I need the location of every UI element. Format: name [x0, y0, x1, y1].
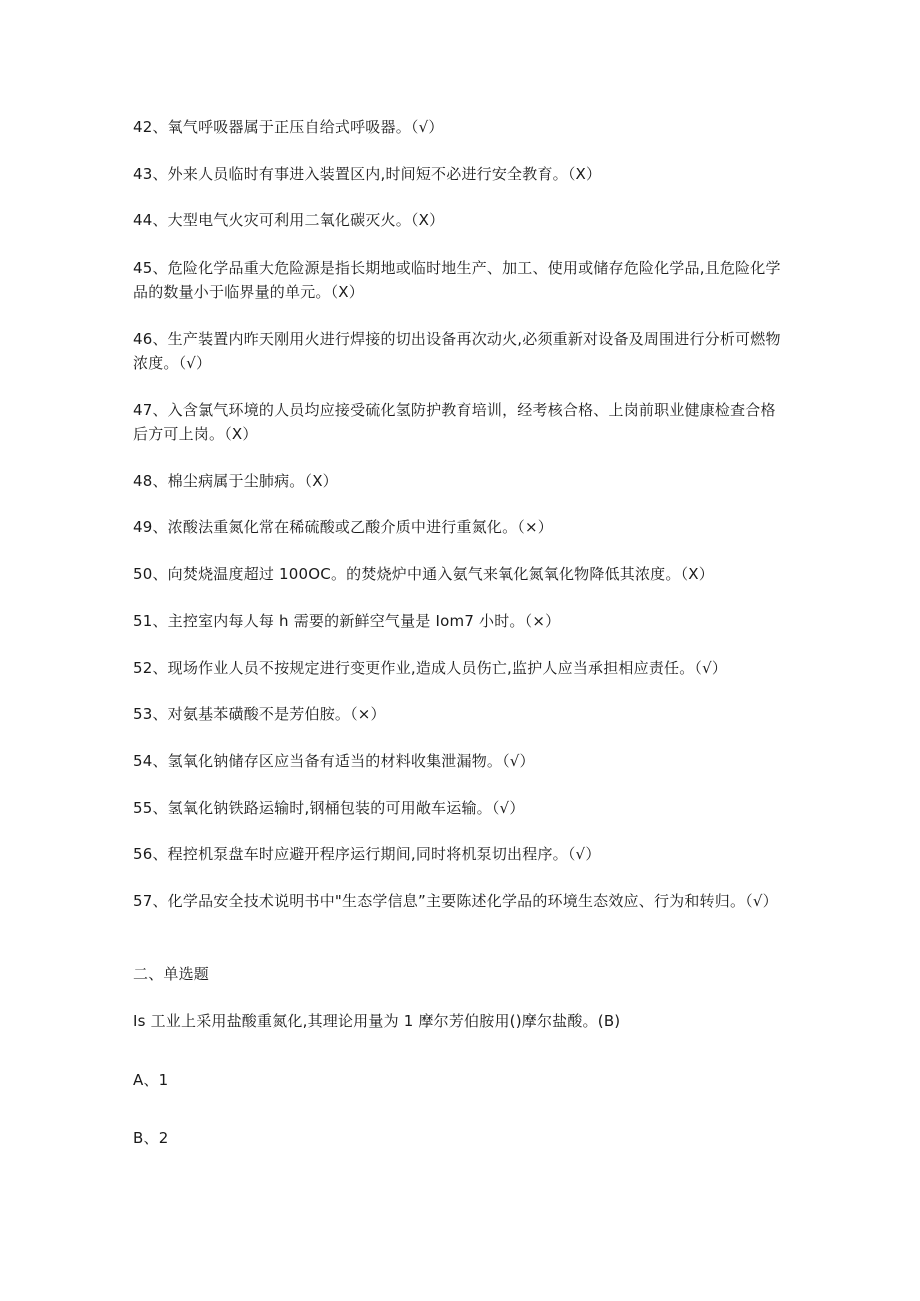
item-49: 49、浓酸法重氮化常在稀硫酸或乙酸介质中进行重氮化。（×）	[133, 518, 553, 536]
option-b: B、2	[133, 1129, 169, 1147]
option-a: A、1	[133, 1071, 169, 1089]
item-45: 45、危险化学品重大危险源是指长期地或临时地生产、加工、使用或储存危险化学品,且危险化学品的数量小于临界量的单元。（X）	[133, 259, 781, 301]
item-54: 54、氢氧化钠储存区应当备有适当的材料收集泄漏物。（√）	[133, 752, 535, 770]
item-50: 50、向焚烧温度超过 100OC。的焚烧炉中通入氨气来氧化氮氧化物降低其浓度。（X）	[133, 565, 714, 583]
item-55: 55、氢氧化钠铁路运输时,钢桶包装的可用敞车运输。（√）	[133, 799, 525, 817]
question-1: Is 工业上采用盐酸重氮化,其理论用量为 1 摩尔芳伯胺用()摩尔盐酸。(B)	[133, 1012, 621, 1030]
item-52: 52、现场作业人员不按规定进行变更作业,造成人员伤亡,监护人应当承担相应责任。（√）	[133, 659, 728, 677]
item-56: 56、程控机泵盘车时应避开程序运行期间,同时将机泵切出程序。（√）	[133, 845, 601, 863]
item-43: 43、外来人员临时有事进入装置区内,时间短不必进行安全教育。（X）	[133, 165, 602, 183]
item-48: 48、棉尘病属于尘肺病。（X）	[133, 472, 338, 490]
item-53: 53、对氨基苯磺酸不是芳伯胺。（×）	[133, 705, 386, 723]
item-47: 47、入含氯气环境的人员均应接受硫化氢防护教育培训，经考核合格、上岗前职业健康检查合格后方可上岗。（X）	[133, 401, 776, 443]
section-title: 二、单选题	[133, 965, 210, 983]
item-51: 51、主控室内每人每 h 需要的新鲜空气量是 Iom7 小时。（×）	[133, 612, 561, 630]
item-46: 46、生产装置内昨天刚用火进行焊接的切出设备再次动火,必须重新对设备及周围进行分析可燃物浓度。（√）	[133, 330, 781, 372]
item-42: 42、氧气呼吸器属于正压自给式呼吸器。（√）	[133, 118, 444, 136]
item-57: 57、化学品安全技术说明书中"生态学信息”主要陈述化学品的环境生态效应、行为和转归。（√）	[133, 892, 778, 910]
item-44: 44、大型电气火灾可利用二氧化碳灭火。（X）	[133, 211, 445, 229]
